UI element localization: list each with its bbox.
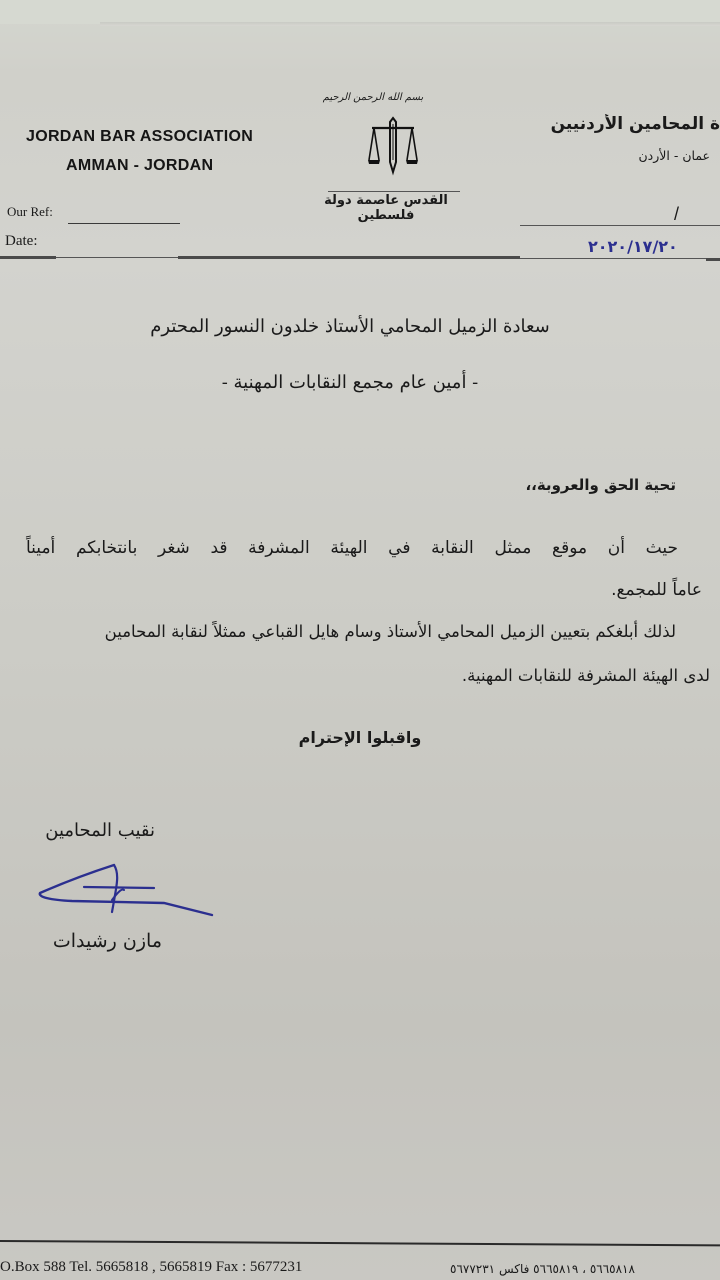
footer-rule xyxy=(0,1240,720,1246)
emblem-divider xyxy=(328,191,460,192)
greeting: تحية الحق والعروبة،، xyxy=(525,476,676,494)
footer-english-contact: O.Box 588 Tel. 5665818 , 5665819 Fax : 5677231 xyxy=(0,1259,303,1275)
our-ref-field-line xyxy=(68,223,180,224)
handwritten-date: ٢٠٢٠/١٧/٢٠ xyxy=(588,237,678,256)
addressee-line-2: - أمين عام مجمع النقابات المهنية - xyxy=(221,372,479,393)
english-organization-name: JORDAN BAR ASSOCIATION xyxy=(26,128,254,145)
header-rule-center xyxy=(178,256,520,259)
signatory-title: نقيب المحامين xyxy=(45,820,155,841)
emblem-caption: القدس عاصمة دولة فلسطين xyxy=(324,193,448,223)
arabic-ref-field-line xyxy=(520,225,720,226)
handwritten-signature-icon xyxy=(36,860,216,924)
paragraph-2-line-1: لذلك أبلغكم بتعيين الزميل المحامي الأستاذ وسام هايل القباعي ممثلاً لنقابة المحامين xyxy=(104,622,676,641)
closing: واقبلوا الإحترام xyxy=(298,728,422,747)
paper-background-edge xyxy=(0,0,720,24)
our-ref-label: Our Ref: xyxy=(7,204,53,219)
english-city: AMMAN - JORDAN xyxy=(66,157,214,174)
arabic-city: عمان - الأردن xyxy=(638,148,710,163)
arabic-organization-name: ة المحامين الأردنيين xyxy=(550,114,720,134)
paper-top-edge xyxy=(100,22,720,26)
signatory-name: مازن رشيدات xyxy=(52,930,162,952)
footer-arabic-contact: ٥٦٦٥٨١٨ ، ٥٦٦٥٨١٩ فاكس ٥٦٧٧٢٣١ xyxy=(450,1262,635,1276)
header-rule-thin-right xyxy=(520,258,710,259)
addressee-line-1: سعادة الزميل المحامي الأستاذ خلدون النسور المحترم xyxy=(150,316,550,337)
header-rule-right xyxy=(706,258,720,261)
scales-sword-emblem-icon xyxy=(368,116,418,180)
header-rule-left xyxy=(0,256,56,259)
header-rule-thin-left xyxy=(56,257,178,258)
paragraph-1-line-1: حيث أن موقع ممثل النقابة في الهيئة المشرفة قد شغر بانتخابكم أميناً xyxy=(26,538,678,558)
paragraph-1-line-2: عاماً للمجمع. xyxy=(611,580,702,600)
ref-separator: / xyxy=(674,204,680,224)
basmala: بسم الله الرحمن الرحيم xyxy=(322,92,424,103)
date-label: Date: xyxy=(5,233,38,249)
paragraph-2-line-2: لدى الهيئة المشرفة للنقابات المهنية. xyxy=(461,666,710,685)
